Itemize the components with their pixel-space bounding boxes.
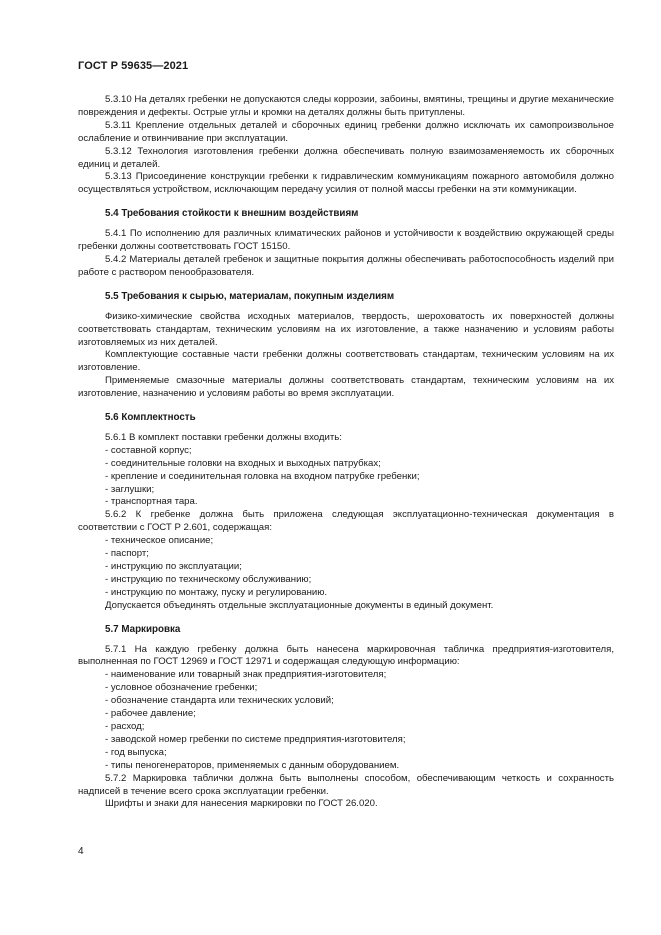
paragraph-5-4-2: 5.4.2 Материалы деталей гребенок и защитные покрытия должны обеспечивать работоспособность изделий при работе с раствором пенообразователя. bbox=[78, 253, 614, 278]
paragraph-5-6-1: 5.6.1 В комплект поставки гребенки должны входить: bbox=[105, 431, 342, 443]
paragraph-5-3-13: 5.3.13 Присоединение конструкции гребенки к гидравлическим коммуникациям пожарного автомобиля должно осуществляться устройством, исключающим передачу усилия от полной массы гребенки на эти коммуникации. bbox=[78, 171, 614, 196]
paragraph-5-5-a: Физико-химические свойства исходных материалов, твердость, шероховатость их поверхностей должны соответствовать стандартам, техническим условиям на их изготовление, а также назначению и условиям работы изготовляемых из них деталей. bbox=[78, 310, 614, 348]
paragraph-5-3-11: 5.3.11 Крепление отдельных деталей и сборочных единиц гребенки должно исключать их самопроизвольное ослабление и отвинчивание при эксплуатации. bbox=[78, 119, 614, 144]
list-item: - соединительные головки на входных и выходных патрубках; bbox=[105, 457, 381, 469]
paragraph-5-7-1: 5.7.1 На каждую гребенку должна быть нанесена маркировочная табличка предприятия-изготовителя, выполненная по ГОСТ 12969 и ГОСТ 12971 и содержащая следующую информацию: bbox=[78, 643, 614, 668]
list-item: - заводской номер гребенки по системе предприятия-изготовителя; bbox=[105, 733, 406, 745]
section-heading-5-7: 5.7 Маркировка bbox=[105, 623, 181, 635]
list-item: - расход; bbox=[105, 720, 145, 732]
paragraph-5-3-10: 5.3.10 На деталях гребенки не допускаются следы коррозии, забоины, вмятины, трещины и другие механические повреждения и дефекты. Острые углы и кромки на деталях должны быть притуплены. bbox=[78, 94, 614, 118]
page-number: 4 bbox=[78, 846, 84, 857]
list-item: - паспорт; bbox=[105, 548, 149, 560]
list-item: - обозначение стандарта или технических условий; bbox=[105, 695, 334, 707]
paragraph-5-6-3: Допускается объединять отдельные эксплуатационные документы в единый документ. bbox=[105, 599, 494, 611]
list-item: - крепление и соединительная головка на входном патрубке гребенки; bbox=[105, 470, 420, 482]
list-item: - техническое описание; bbox=[105, 535, 214, 547]
list-item: - инструкцию по монтажу, пуску и регулированию. bbox=[105, 586, 328, 598]
list-item: - рабочее давление; bbox=[105, 708, 196, 720]
list-item: - транспортная тара. bbox=[105, 496, 198, 508]
paragraph-5-7-2: 5.7.2 Маркировка таблички должна быть выполнены способом, обеспечивающим четкость и сохранность надписей в течение всего срока эксплуатации гребенки. bbox=[78, 772, 614, 797]
paragraph-5-5-c: Применяемые смазочные материалы должны соответствовать стандартам, техническим условиям на их изготовление, назначению и условиям работы во время эксплуатации. bbox=[78, 375, 614, 400]
list-item: - наименование или товарный знак предприятия-изготовителя; bbox=[105, 669, 387, 681]
list-item: - инструкцию по техническому обслуживанию; bbox=[105, 573, 312, 585]
paragraph-5-5-b: Комплектующие составные части гребенки должны соответствовать стандартам, техническим условиям на их изготовление. bbox=[78, 349, 614, 374]
page-header: ГОСТ Р 59635—2021 bbox=[78, 60, 189, 72]
list-item: - инструкцию по эксплуатации; bbox=[105, 561, 242, 572]
paragraph-5-3-12: 5.3.12 Технология изготовления гребенки должна обеспечивать полную взаимозаменяемость их сборочных единиц и деталей. bbox=[78, 145, 614, 170]
paragraph-5-7-3: Шрифты и знаки для нанесения маркировки по ГОСТ 26.020. bbox=[105, 798, 378, 810]
section-heading-5-5: 5.5 Требования к сырью, материалам, покупным изделиям bbox=[105, 290, 395, 302]
paragraph-5-6-2: 5.6.2 К гребенке должна быть приложена следующая эксплуатационно-техническая документация в соответствии с ГОСТ Р 2.601, содержащая: bbox=[78, 509, 614, 534]
section-heading-5-6: 5.6 Комплектность bbox=[105, 412, 196, 424]
section-heading-5-4: 5.4 Требования стойкости к внешним воздействиям bbox=[105, 208, 359, 220]
paragraph-5-4-1: 5.4.1 По исполнению для различных климатических районов и устойчивости к воздействию окружающей среды гребенки должны соответствовать ГОСТ 15150. bbox=[78, 228, 614, 253]
list-item: - составной корпус; bbox=[105, 444, 192, 456]
list-item: - заглушки; bbox=[105, 483, 155, 495]
list-item: - условное обозначение гребенки; bbox=[105, 682, 258, 694]
page-body bbox=[78, 94, 614, 811]
list-item: - типы пеногенераторов, применяемых с данным оборудованием. bbox=[105, 759, 400, 771]
list-item: - год выпуска; bbox=[105, 746, 167, 758]
